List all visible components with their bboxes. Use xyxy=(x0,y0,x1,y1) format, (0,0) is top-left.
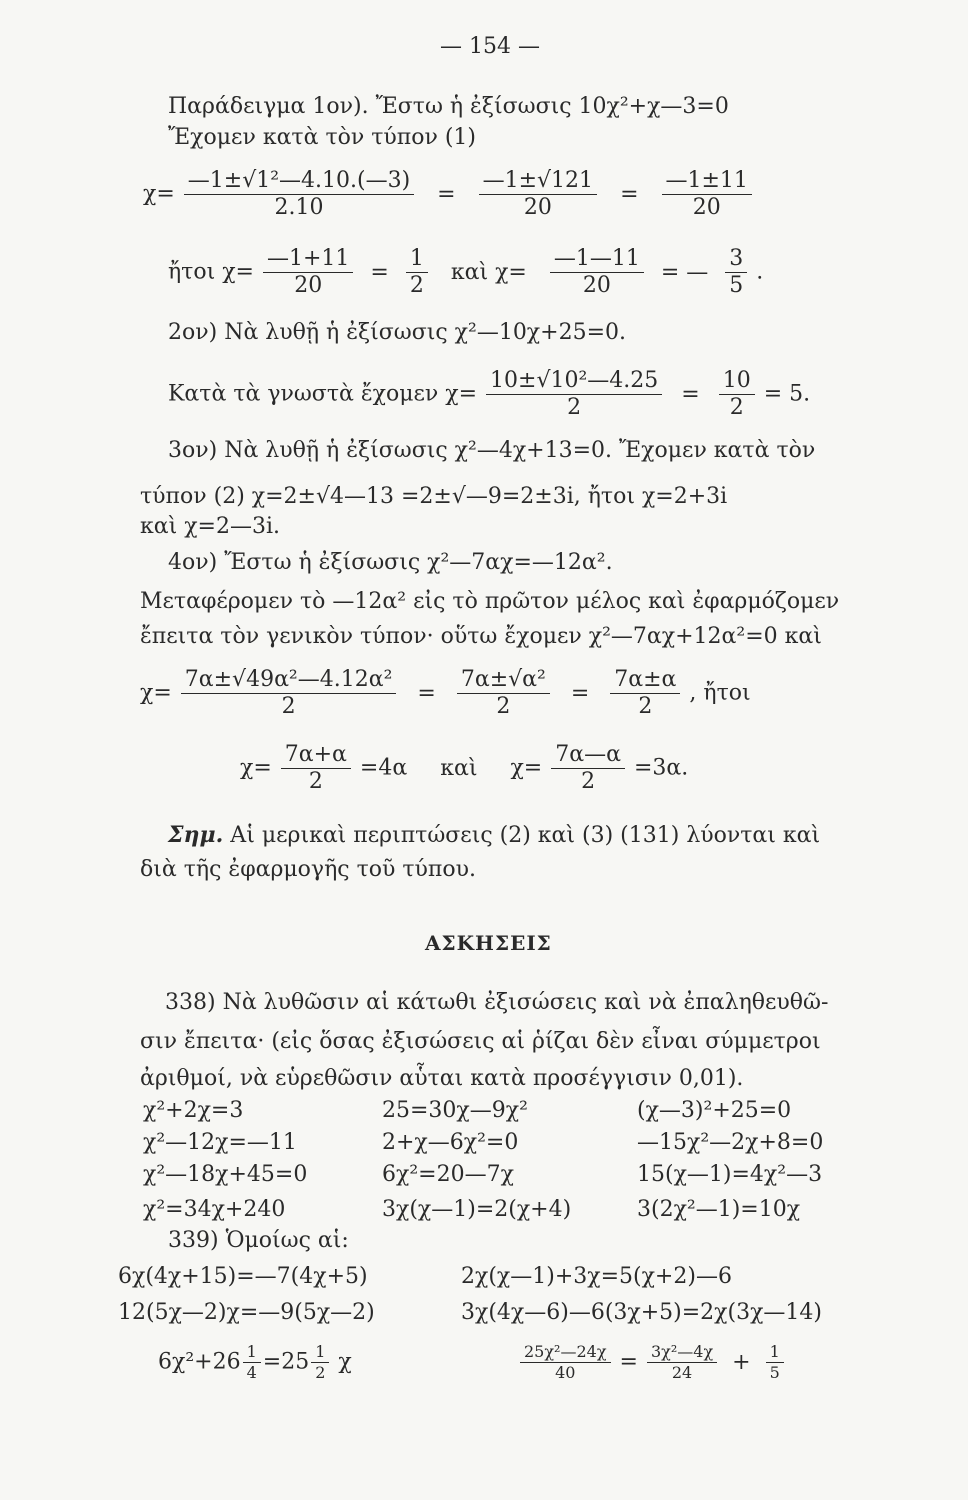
root-value: =4α xyxy=(359,755,408,781)
exercise-339-heading: 339) Ὁμοίως αἱ: xyxy=(168,1228,349,1253)
equation: 3(2χ²—1)=10χ xyxy=(637,1197,801,1222)
case3-root: καὶ χ=2—3i. xyxy=(140,514,281,539)
example-formula-line xyxy=(143,170,754,219)
case3-formula: τύπον (2) χ=2±√4—13 =2±√—9=2±3i, ἤτοι χ=2+3i xyxy=(140,484,728,509)
example-intro-line: Παράδειγμα 1ον). Ἔστω ἡ ἐξίσωσις 10χ²+χ—3=0 xyxy=(168,94,729,119)
fraction-numerator: 3χ²—4χ xyxy=(647,1344,717,1363)
fraction-numerator: 10±√10²—4.25 xyxy=(486,370,662,395)
exercise-338-text: σιν ἔπειτα· (εἰς ὅσας ἐξισώσεις αἱ ῥίζαι δὲν εἶναι σύμμετροι xyxy=(140,1029,821,1054)
equation: 6χ(4χ+15)=—7(4χ+5) xyxy=(118,1264,368,1289)
example-roots-line xyxy=(168,248,763,297)
fraction xyxy=(311,1344,329,1381)
case2-statement: 2ον) Νὰ λυθῇ ἡ ἐξίσωσις χ²—10χ+25=0. xyxy=(168,320,626,345)
fraction xyxy=(243,1344,261,1381)
plus-sign: + xyxy=(732,1349,751,1375)
equation-part: =25 xyxy=(262,1349,310,1375)
fraction-denominator: 20 xyxy=(294,273,323,298)
equation-fractions xyxy=(518,1344,786,1381)
fraction-numerator: 7α—α xyxy=(551,744,625,769)
fraction-denominator: 2 xyxy=(567,395,582,420)
fraction xyxy=(263,248,353,297)
case2-solution xyxy=(168,370,810,419)
formula-lhs: χ= xyxy=(140,680,172,706)
fraction-denominator: 2 xyxy=(409,273,424,298)
fraction xyxy=(406,248,428,297)
fraction-denominator: 20 xyxy=(692,195,721,220)
equation: 15(χ—1)=4χ²—3 xyxy=(637,1162,823,1187)
fraction-denominator: 2 xyxy=(496,694,511,719)
equation: 12(5χ—2)χ=—9(5χ—2) xyxy=(118,1300,375,1325)
equation: χ²+2χ=3 xyxy=(143,1098,244,1123)
equation-part: χ xyxy=(338,1349,352,1375)
fraction xyxy=(551,744,625,793)
fraction xyxy=(766,1344,784,1381)
formula-lhs: χ= xyxy=(510,755,543,781)
fraction-numerator: 1 xyxy=(766,1344,784,1363)
fraction-denominator: 2.10 xyxy=(274,195,324,220)
fraction-numerator: —1—11 xyxy=(550,248,644,273)
equation: χ²=34χ+240 xyxy=(143,1197,286,1222)
fraction-numerator: —1±√1²—4.10.(—3) xyxy=(184,170,414,195)
exercise-338-text: ἀριθμοί, νὰ εὑρεθῶσιν αὗται κατὰ προσέγγισιν 0,01). xyxy=(140,1066,744,1091)
equals-sign: = xyxy=(681,381,700,407)
note-line-2: διὰ τῆς ἐφαρμογῆς τοῦ τύπου. xyxy=(140,857,476,882)
equation: 2+χ—6χ²=0 xyxy=(382,1130,519,1155)
fraction-denominator: 40 xyxy=(555,1363,576,1382)
fraction xyxy=(520,1344,611,1381)
case2-prefix: Κατὰ τὰ γνωστὰ ἔχομεν χ= xyxy=(168,381,478,407)
roots-and: καὶ χ= xyxy=(450,259,527,285)
section-heading: ΑΣΚΗΣΕΙΣ xyxy=(425,931,552,955)
fraction xyxy=(725,248,747,297)
equation: (χ—3)²+25=0 xyxy=(637,1098,792,1123)
case4-statement: 4ον) Ἔστω ἡ ἐξίσωσις χ²—7αχ=—12α². xyxy=(168,550,613,575)
fraction-numerator: —1±11 xyxy=(662,170,752,195)
fraction xyxy=(662,170,752,219)
fraction xyxy=(719,370,755,419)
equation-part: 6χ²+26 xyxy=(158,1349,241,1375)
case2-result: = 5. xyxy=(763,381,811,407)
formula-lhs: χ= xyxy=(240,755,272,781)
fraction-numerator: 7α±α xyxy=(610,669,680,694)
equation: 2χ(χ—1)+3χ=5(χ+2)—6 xyxy=(461,1264,732,1289)
case4-roots-line xyxy=(240,744,688,793)
fraction-numerator: 25χ²—24χ xyxy=(520,1344,611,1363)
fraction xyxy=(479,170,597,219)
equals-sign: = xyxy=(570,680,590,706)
equals-minus: = — xyxy=(660,259,709,285)
fraction-denominator: 2 xyxy=(581,769,596,794)
fraction xyxy=(610,669,680,718)
case4-formula-line xyxy=(140,669,751,718)
equals-sign: = xyxy=(417,680,436,706)
fraction-denominator: 2 xyxy=(729,395,744,420)
fraction-denominator: 20 xyxy=(523,195,552,220)
case4-text-line: Μεταφέρομεν τὸ —12α² εἰς τὸ πρῶτον μέλος καὶ ἐφαρμόζομεν xyxy=(140,589,840,614)
equation: 3χ(4χ—6)—6(3χ+5)=2χ(3χ—14) xyxy=(461,1300,822,1325)
fraction-numerator: 10 xyxy=(719,370,755,395)
equation: χ²—12χ=—11 xyxy=(143,1130,297,1155)
fraction xyxy=(181,669,397,718)
fraction xyxy=(550,248,644,297)
fraction-numerator: 1 xyxy=(243,1344,261,1363)
formula-lhs: χ= xyxy=(143,181,175,207)
fraction-numerator: 7α+α xyxy=(281,744,351,769)
fraction-denominator: 2 xyxy=(308,769,323,794)
example-formula-ref: Ἔχομεν κατὰ τὸν τύπον (1) xyxy=(168,125,477,150)
note-line xyxy=(168,824,820,847)
note-label: Σημ. xyxy=(168,822,224,848)
fraction-numerator: 1 xyxy=(406,248,428,273)
and-text: καὶ xyxy=(440,755,478,781)
equals-sign: = xyxy=(619,1349,638,1375)
fraction-numerator: 7α±√α² xyxy=(457,669,550,694)
fraction-denominator: 20 xyxy=(582,273,611,298)
fraction-denominator: 4 xyxy=(246,1363,257,1382)
fraction-denominator: 2 xyxy=(281,694,296,719)
equation: 3χ(χ—1)=2(χ+4) xyxy=(382,1197,572,1222)
page-number: — 154 — xyxy=(440,34,540,59)
case4-text-line: ἔπειτα τὸν γενικὸν τύπον· οὕτω ἔχομεν χ²—7αχ+12α²=0 καὶ xyxy=(140,624,822,649)
fraction-denominator: 5 xyxy=(729,273,744,298)
equation: 25=30χ—9χ² xyxy=(382,1098,528,1123)
period: . xyxy=(756,259,764,285)
equation-mixed-fraction xyxy=(158,1344,352,1381)
equals-sign: = xyxy=(620,181,639,207)
fraction-denominator: 2 xyxy=(638,694,653,719)
fraction-denominator: 5 xyxy=(769,1363,780,1382)
fraction xyxy=(184,170,414,219)
fraction xyxy=(281,744,351,793)
fraction xyxy=(457,669,550,718)
equation: —15χ²—2χ+8=0 xyxy=(637,1130,824,1155)
fraction-numerator: —1+11 xyxy=(263,248,353,273)
fraction-numerator: 3 xyxy=(725,248,747,273)
fraction xyxy=(647,1344,717,1381)
equation: 6χ²=20—7χ xyxy=(382,1162,514,1187)
root-value: =3α. xyxy=(633,755,689,781)
exercise-338-text: 338) Νὰ λυθῶσιν αἱ κάτωθι ἐξισώσεις καὶ νὰ ἐπαληθευθῶ- xyxy=(165,990,829,1015)
hetoi-text: , ἤτοι xyxy=(689,680,751,706)
equals-sign: = xyxy=(437,181,456,207)
roots-prefix: ἤτοι χ= xyxy=(168,259,254,285)
note-text: Αἱ μερικαὶ περιπτώσεις (2) καὶ (3) (131) λύονται καὶ xyxy=(223,823,821,848)
fraction-denominator: 24 xyxy=(671,1363,693,1382)
case3-statement: 3ον) Νὰ λυθῇ ἡ ἐξίσωσις χ²—4χ+13=0. Ἔχομεν κατὰ τὸν xyxy=(168,438,816,463)
fraction-numerator: 7α±√49α²—4.12α² xyxy=(181,669,397,694)
fraction xyxy=(486,370,662,419)
equals-sign: = xyxy=(370,259,389,285)
fraction-numerator: —1±√121 xyxy=(479,170,597,195)
equation: χ²—18χ+45=0 xyxy=(143,1162,308,1187)
fraction-denominator: 2 xyxy=(315,1363,326,1382)
fraction-numerator: 1 xyxy=(311,1344,329,1363)
